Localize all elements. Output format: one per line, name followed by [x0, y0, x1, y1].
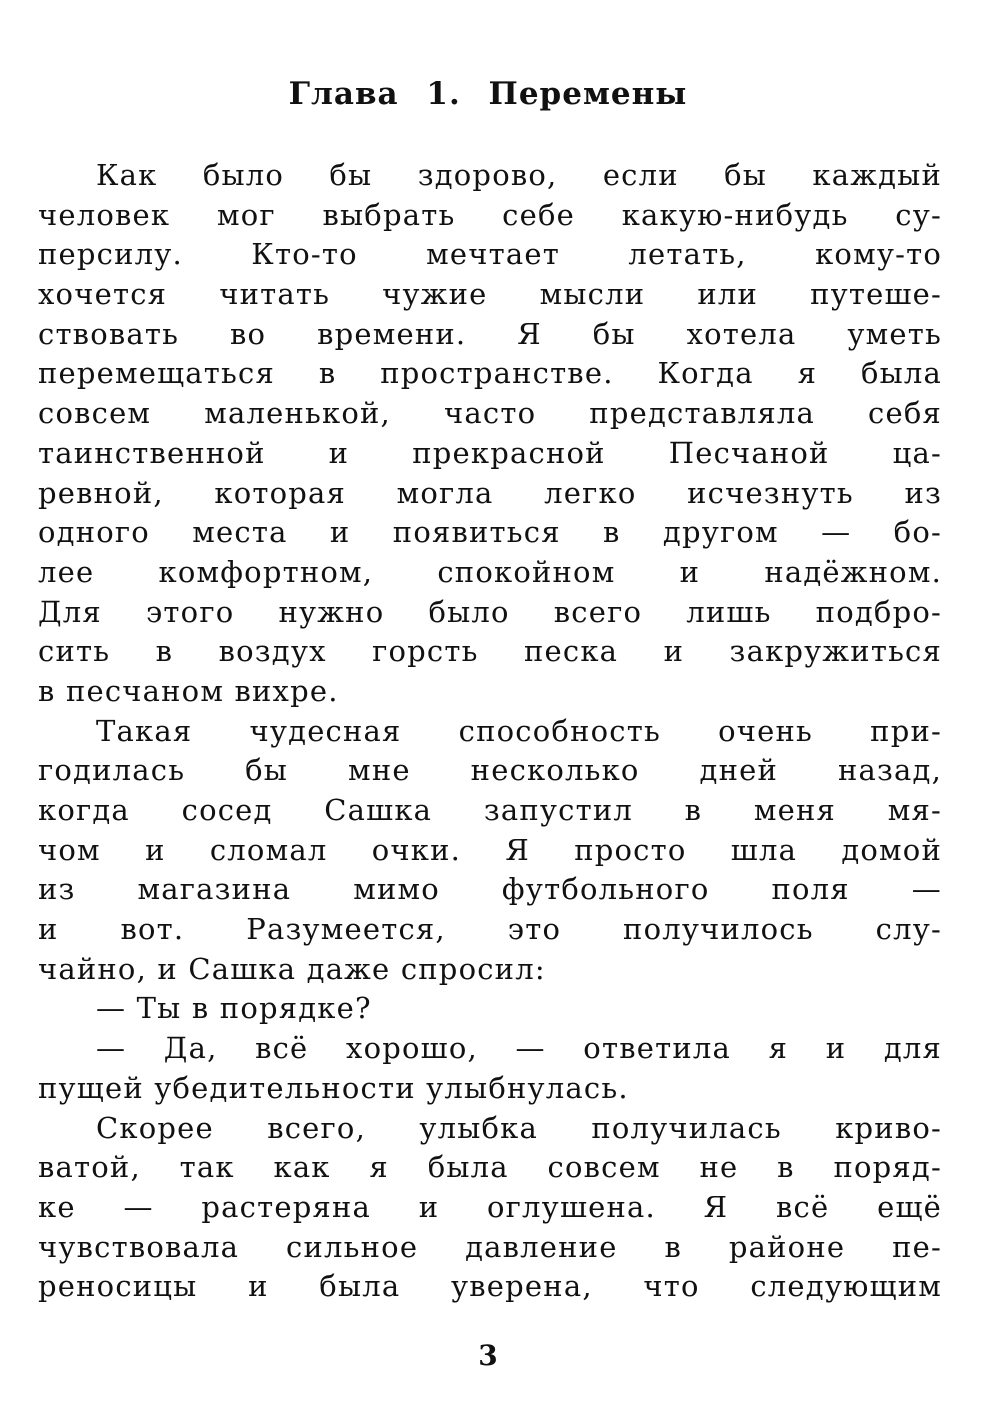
text-line: годилась бы мне несколько дней назад,: [38, 753, 942, 788]
text-line: Для этого нужно было всего лишь подбро-: [38, 594, 942, 629]
text-line: из магазина мимо футбольного поля —: [38, 872, 942, 907]
text-line: в песчаном вихре.: [38, 673, 339, 708]
text-line: чом и сломал очки. Я просто шла домой: [38, 832, 942, 867]
text-line: когда сосед Сашка запустил в меня мя-: [38, 793, 942, 827]
text-line: таинственной и прекрасной Песчаной ца-: [38, 435, 942, 470]
body-text: [38, 156, 942, 1307]
text-line: — Да, всё хорошо, — ответила я и для: [96, 1031, 942, 1066]
text-line: совсем маленькой, часто представляла себя: [38, 396, 942, 431]
text-line: сить в воздух горсть песка и закружиться: [38, 634, 942, 669]
text-line: реносицы и была уверена, что следующим: [38, 1269, 942, 1304]
text-line: и вот. Разумеется, это получилось слу-: [38, 912, 942, 947]
text-line: персилу. Кто-то мечтает летать, кому-то: [38, 237, 942, 272]
text-line: пущей убедительности улыбнулась.: [38, 1070, 629, 1105]
text-line: ствовать во времени. Я бы хотела уметь: [38, 316, 942, 351]
text-line: чувствовала сильное давление в районе пе-: [38, 1229, 942, 1264]
text-line: лее комфортном, спокойном и надёжном.: [38, 554, 942, 589]
text-line: Скорее всего, улыбка получилась криво-: [96, 1110, 942, 1145]
text-line: человек мог выбрать себе какую-нибудь су-: [38, 197, 942, 232]
text-line: чайно, и Сашка даже спросил:: [38, 951, 546, 986]
text-line: Как было бы здорово, если бы каждый: [96, 158, 942, 192]
text-line: Такая чудесная способность очень при-: [96, 713, 942, 748]
text-line: ревной, которая могла легко исчезнуть из: [38, 475, 942, 510]
text-line: ватой, так как я была совсем не в поряд-: [38, 1150, 942, 1185]
text-line: ке — растеряна и оглушена. Я всё ещё: [38, 1189, 942, 1224]
text-line: перемещаться в пространстве. Когда я была: [38, 356, 942, 391]
text-line: одного места и появиться в другом — бо-: [38, 515, 942, 550]
text-line: хочется читать чужие мысли или путеше-: [38, 277, 942, 312]
text-line: — Ты в порядке?: [96, 991, 372, 1026]
chapter-title: Глава 1. Перемены: [288, 76, 688, 112]
page-number: 3: [478, 1339, 498, 1372]
